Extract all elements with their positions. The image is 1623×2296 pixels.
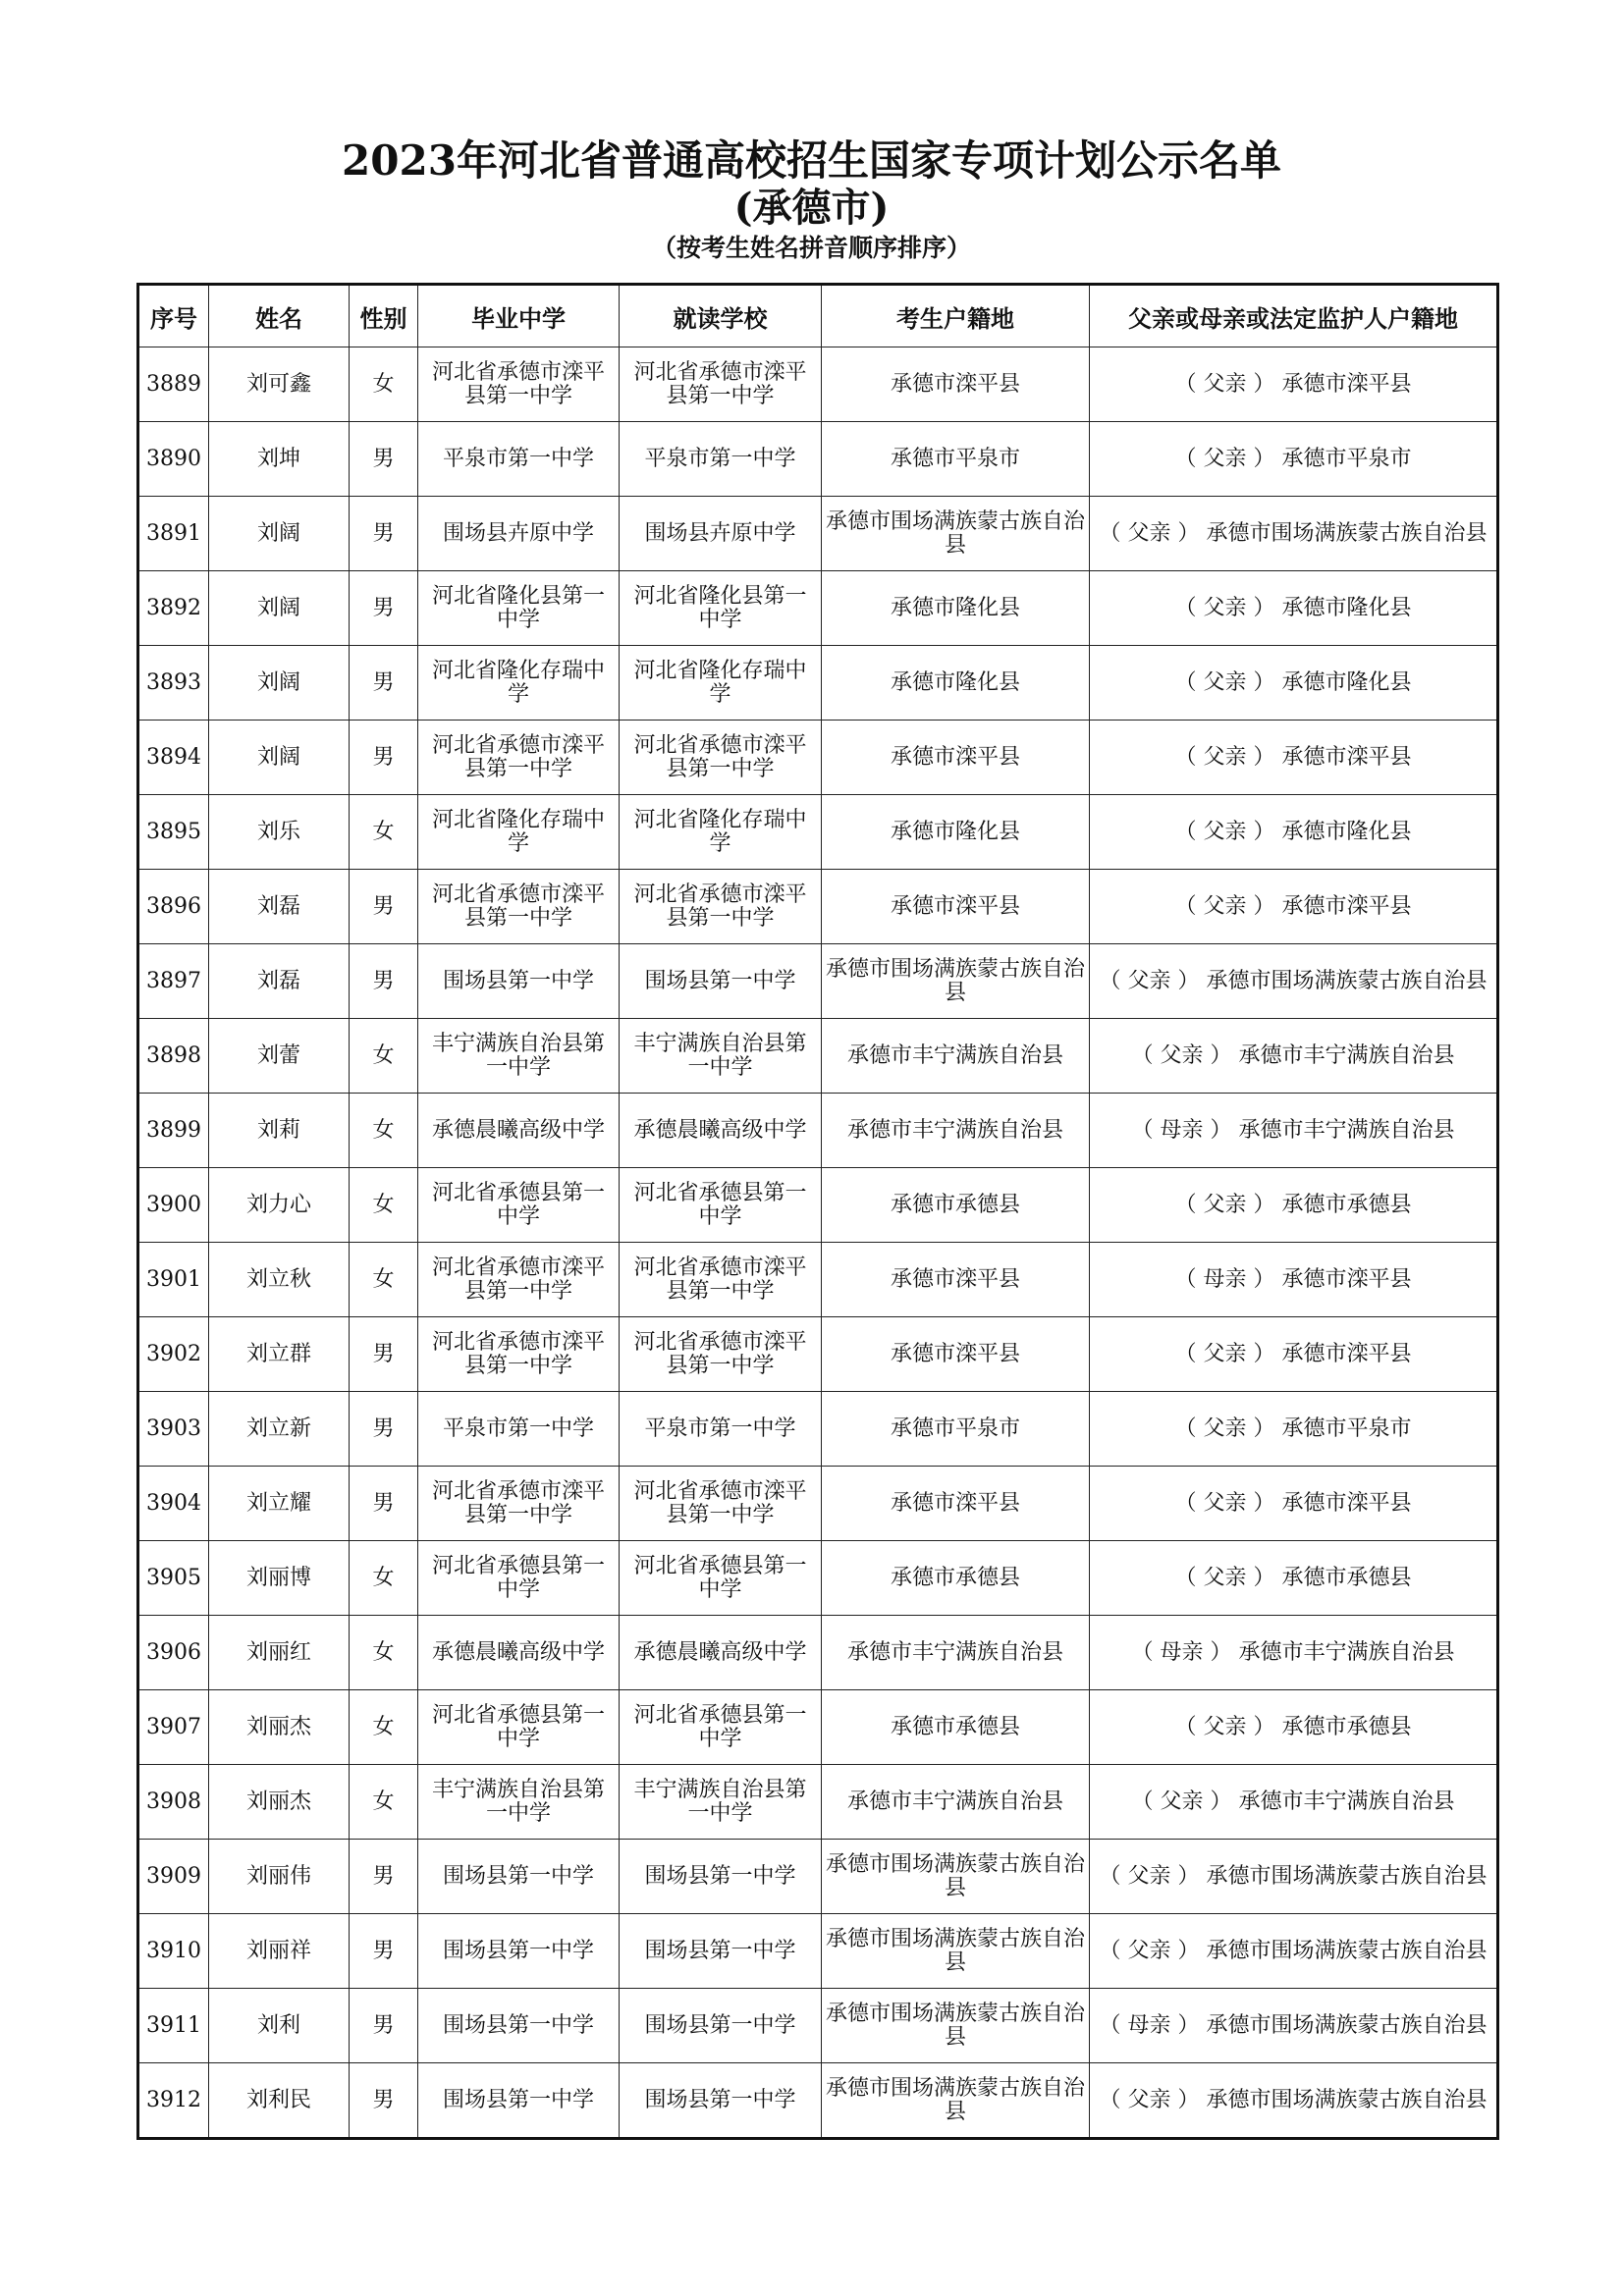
cell-name: 刘利民 xyxy=(209,2063,350,2139)
cell-guardian-hukou: （ 父亲 ） 承德市滦平县 xyxy=(1090,870,1498,944)
cell-school: 丰宁满族自治县第一中学 xyxy=(620,1019,822,1094)
cell-guardian-hukou: （ 父亲 ） 承德市承德县 xyxy=(1090,1541,1498,1616)
cell-guardian-hukou: （ 父亲 ） 承德市隆化县 xyxy=(1090,646,1498,721)
cell-grad-school: 河北省隆化存瑞中学 xyxy=(418,795,620,870)
table-row xyxy=(138,944,1498,1019)
cell-seq: 3894 xyxy=(138,721,209,795)
cell-guardian-hukou: （ 父亲 ） 承德市滦平县 xyxy=(1090,347,1498,422)
cell-gender: 男 xyxy=(350,497,418,571)
cell-school: 河北省隆化县第一中学 xyxy=(620,571,822,646)
cell-guardian-hukou: （ 父亲 ） 承德市围场满族蒙古族自治县 xyxy=(1090,944,1498,1019)
table-row xyxy=(138,1392,1498,1467)
table-row xyxy=(138,1914,1498,1989)
cell-gender: 男 xyxy=(350,646,418,721)
cell-guardian-hukou: （ 父亲 ） 承德市丰宁满族自治县 xyxy=(1090,1765,1498,1840)
cell-seq: 3904 xyxy=(138,1467,209,1541)
cell-hukou: 承德市围场满族蒙古族自治县 xyxy=(822,1840,1090,1914)
cell-gender: 女 xyxy=(350,1168,418,1243)
cell-grad-school: 丰宁满族自治县第一中学 xyxy=(418,1765,620,1840)
col-header-school: 就读学校 xyxy=(620,285,822,347)
cell-seq: 3898 xyxy=(138,1019,209,1094)
cell-gender: 女 xyxy=(350,795,418,870)
cell-grad-school: 河北省承德市滦平县第一中学 xyxy=(418,721,620,795)
cell-guardian-hukou: （ 父亲 ） 承德市围场满族蒙古族自治县 xyxy=(1090,1840,1498,1914)
cell-guardian-hukou: （ 父亲 ） 承德市围场满族蒙古族自治县 xyxy=(1090,2063,1498,2139)
cell-name: 刘阔 xyxy=(209,721,350,795)
cell-gender: 男 xyxy=(350,571,418,646)
cell-grad-school: 河北省隆化存瑞中学 xyxy=(418,646,620,721)
page-subtitle: (承德市) xyxy=(733,185,890,231)
table-row xyxy=(138,1168,1498,1243)
table-row xyxy=(138,1690,1498,1765)
cell-school: 承德晨曦高级中学 xyxy=(620,1616,822,1690)
cell-hukou: 承德市滦平县 xyxy=(822,1317,1090,1392)
cell-name: 刘立耀 xyxy=(209,1467,350,1541)
cell-school: 平泉市第一中学 xyxy=(620,1392,822,1467)
cell-guardian-hukou: （ 父亲 ） 承德市承德县 xyxy=(1090,1690,1498,1765)
col-header-name: 姓名 xyxy=(209,285,350,347)
cell-gender: 男 xyxy=(350,721,418,795)
cell-school: 河北省承德市滦平县第一中学 xyxy=(620,721,822,795)
cell-hukou: 承德市平泉市 xyxy=(822,422,1090,497)
table-row xyxy=(138,347,1498,422)
cell-seq: 3897 xyxy=(138,944,209,1019)
cell-guardian-hukou: （ 母亲 ） 承德市丰宁满族自治县 xyxy=(1090,1616,1498,1690)
table-row xyxy=(138,1317,1498,1392)
cell-name: 刘磊 xyxy=(209,944,350,1019)
cell-grad-school: 河北省承德市滦平县第一中学 xyxy=(418,870,620,944)
roster-table xyxy=(136,283,1499,2140)
cell-gender: 女 xyxy=(350,1616,418,1690)
cell-gender: 男 xyxy=(350,1317,418,1392)
cell-seq: 3900 xyxy=(138,1168,209,1243)
cell-gender: 女 xyxy=(350,1765,418,1840)
cell-hukou: 承德市围场满族蒙古族自治县 xyxy=(822,944,1090,1019)
cell-seq: 3896 xyxy=(138,870,209,944)
cell-seq: 3912 xyxy=(138,2063,209,2139)
cell-gender: 女 xyxy=(350,347,418,422)
cell-name: 刘丽祥 xyxy=(209,1914,350,1989)
table-row xyxy=(138,2063,1498,2139)
cell-hukou: 承德市滦平县 xyxy=(822,870,1090,944)
cell-seq: 3902 xyxy=(138,1317,209,1392)
table-row xyxy=(138,497,1498,571)
cell-seq: 3891 xyxy=(138,497,209,571)
cell-hukou: 承德市丰宁满族自治县 xyxy=(822,1616,1090,1690)
cell-school: 围场县卉原中学 xyxy=(620,497,822,571)
cell-guardian-hukou: （ 父亲 ） 承德市平泉市 xyxy=(1090,1392,1498,1467)
table-row xyxy=(138,1019,1498,1094)
cell-seq: 3907 xyxy=(138,1690,209,1765)
cell-gender: 男 xyxy=(350,1989,418,2063)
cell-gender: 男 xyxy=(350,870,418,944)
cell-name: 刘可鑫 xyxy=(209,347,350,422)
cell-school: 围场县第一中学 xyxy=(620,1914,822,1989)
cell-hukou: 承德市围场满族蒙古族自治县 xyxy=(822,1989,1090,2063)
cell-guardian-hukou: （ 父亲 ） 承德市承德县 xyxy=(1090,1168,1498,1243)
cell-seq: 3911 xyxy=(138,1989,209,2063)
cell-hukou: 承德市承德县 xyxy=(822,1690,1090,1765)
col-header-hukou: 考生户籍地 xyxy=(822,285,1090,347)
cell-seq: 3903 xyxy=(138,1392,209,1467)
table-row xyxy=(138,1840,1498,1914)
cell-guardian-hukou: （ 母亲 ） 承德市丰宁满族自治县 xyxy=(1090,1094,1498,1168)
cell-guardian-hukou: （ 父亲 ） 承德市围场满族蒙古族自治县 xyxy=(1090,497,1498,571)
cell-grad-school: 围场县第一中学 xyxy=(418,944,620,1019)
cell-name: 刘立新 xyxy=(209,1392,350,1467)
cell-name: 刘坤 xyxy=(209,422,350,497)
cell-grad-school: 河北省承德市滦平县第一中学 xyxy=(418,347,620,422)
cell-gender: 男 xyxy=(350,1392,418,1467)
cell-seq: 3901 xyxy=(138,1243,209,1317)
cell-grad-school: 承德晨曦高级中学 xyxy=(418,1616,620,1690)
cell-guardian-hukou: （ 父亲 ） 承德市平泉市 xyxy=(1090,422,1498,497)
cell-grad-school: 丰宁满族自治县第一中学 xyxy=(418,1019,620,1094)
cell-seq: 3909 xyxy=(138,1840,209,1914)
cell-school: 河北省隆化存瑞中学 xyxy=(620,646,822,721)
cell-grad-school: 河北省承德县第一中学 xyxy=(418,1168,620,1243)
cell-gender: 女 xyxy=(350,1690,418,1765)
cell-name: 刘丽杰 xyxy=(209,1690,350,1765)
cell-gender: 女 xyxy=(350,1541,418,1616)
cell-name: 刘丽杰 xyxy=(209,1765,350,1840)
cell-name: 刘立秋 xyxy=(209,1243,350,1317)
cell-grad-school: 平泉市第一中学 xyxy=(418,422,620,497)
cell-hukou: 承德市承德县 xyxy=(822,1541,1090,1616)
cell-school: 河北省隆化存瑞中学 xyxy=(620,795,822,870)
cell-seq: 3893 xyxy=(138,646,209,721)
cell-grad-school: 河北省承德市滦平县第一中学 xyxy=(418,1243,620,1317)
cell-seq: 3910 xyxy=(138,1914,209,1989)
cell-name: 刘阔 xyxy=(209,571,350,646)
cell-hukou: 承德市隆化县 xyxy=(822,795,1090,870)
cell-hukou: 承德市围场满族蒙古族自治县 xyxy=(822,2063,1090,2139)
cell-gender: 男 xyxy=(350,1840,418,1914)
cell-seq: 3892 xyxy=(138,571,209,646)
cell-gender: 男 xyxy=(350,1914,418,1989)
col-header-grad-school: 毕业中学 xyxy=(418,285,620,347)
cell-school: 承德晨曦高级中学 xyxy=(620,1094,822,1168)
cell-name: 刘力心 xyxy=(209,1168,350,1243)
cell-name: 刘立群 xyxy=(209,1317,350,1392)
table-row xyxy=(138,1541,1498,1616)
table-row xyxy=(138,1989,1498,2063)
cell-gender: 女 xyxy=(350,1243,418,1317)
cell-grad-school: 河北省承德市滦平县第一中学 xyxy=(418,1467,620,1541)
cell-name: 刘阔 xyxy=(209,497,350,571)
cell-name: 刘丽伟 xyxy=(209,1840,350,1914)
cell-guardian-hukou: （ 父亲 ） 承德市隆化县 xyxy=(1090,571,1498,646)
cell-hukou: 承德市承德县 xyxy=(822,1168,1090,1243)
cell-hukou: 承德市平泉市 xyxy=(822,1392,1090,1467)
cell-hukou: 承德市丰宁满族自治县 xyxy=(822,1765,1090,1840)
cell-seq: 3899 xyxy=(138,1094,209,1168)
cell-name: 刘丽博 xyxy=(209,1541,350,1616)
cell-guardian-hukou: （ 父亲 ） 承德市隆化县 xyxy=(1090,795,1498,870)
col-header-gender: 性别 xyxy=(350,285,418,347)
cell-seq: 3889 xyxy=(138,347,209,422)
cell-name: 刘丽红 xyxy=(209,1616,350,1690)
cell-school: 平泉市第一中学 xyxy=(620,422,822,497)
cell-guardian-hukou: （ 父亲 ） 承德市滦平县 xyxy=(1090,1317,1498,1392)
cell-guardian-hukou: （ 母亲 ） 承德市围场满族蒙古族自治县 xyxy=(1090,1989,1498,2063)
table-row xyxy=(138,870,1498,944)
cell-name: 刘磊 xyxy=(209,870,350,944)
cell-hukou: 承德市滦平县 xyxy=(822,721,1090,795)
cell-grad-school: 围场县卉原中学 xyxy=(418,497,620,571)
table-row xyxy=(138,1467,1498,1541)
cell-name: 刘蕾 xyxy=(209,1019,350,1094)
cell-name: 刘莉 xyxy=(209,1094,350,1168)
cell-school: 河北省承德市滦平县第一中学 xyxy=(620,1317,822,1392)
cell-gender: 女 xyxy=(350,1019,418,1094)
table-header-row xyxy=(138,285,1498,347)
cell-school: 围场县第一中学 xyxy=(620,1989,822,2063)
cell-name: 刘乐 xyxy=(209,795,350,870)
cell-school: 丰宁满族自治县第一中学 xyxy=(620,1765,822,1840)
table-row xyxy=(138,721,1498,795)
cell-grad-school: 承德晨曦高级中学 xyxy=(418,1094,620,1168)
table-row xyxy=(138,646,1498,721)
cell-school: 围场县第一中学 xyxy=(620,944,822,1019)
table-row xyxy=(138,1765,1498,1840)
col-header-guardian-hukou: 父亲或母亲或法定监护人户籍地 xyxy=(1090,285,1498,347)
cell-grad-school: 河北省隆化县第一中学 xyxy=(418,571,620,646)
cell-school: 河北省承德市滦平县第一中学 xyxy=(620,1243,822,1317)
cell-seq: 3908 xyxy=(138,1765,209,1840)
cell-grad-school: 河北省承德县第一中学 xyxy=(418,1690,620,1765)
cell-grad-school: 围场县第一中学 xyxy=(418,1989,620,2063)
cell-school: 围场县第一中学 xyxy=(620,2063,822,2139)
cell-grad-school: 河北省承德市滦平县第一中学 xyxy=(418,1317,620,1392)
cell-seq: 3890 xyxy=(138,422,209,497)
cell-hukou: 承德市丰宁满族自治县 xyxy=(822,1094,1090,1168)
cell-hukou: 承德市滦平县 xyxy=(822,347,1090,422)
cell-guardian-hukou: （ 母亲 ） 承德市滦平县 xyxy=(1090,1243,1498,1317)
cell-guardian-hukou: （ 父亲 ） 承德市围场满族蒙古族自治县 xyxy=(1090,1914,1498,1989)
cell-school: 河北省承德县第一中学 xyxy=(620,1168,822,1243)
cell-school: 河北省承德市滦平县第一中学 xyxy=(620,870,822,944)
table-body xyxy=(138,347,1498,2139)
col-header-seq: 序号 xyxy=(138,285,209,347)
page-title: 2023年河北省普通高校招生国家专项计划公示名单 xyxy=(342,136,1281,185)
cell-gender: 男 xyxy=(350,944,418,1019)
cell-grad-school: 围场县第一中学 xyxy=(418,1914,620,1989)
cell-grad-school: 河北省承德县第一中学 xyxy=(418,1541,620,1616)
cell-hukou: 承德市丰宁满族自治县 xyxy=(822,1019,1090,1094)
cell-hukou: 承德市围场满族蒙古族自治县 xyxy=(822,497,1090,571)
cell-hukou: 承德市隆化县 xyxy=(822,571,1090,646)
sort-note: （按考生姓名拼音顺序排序） xyxy=(651,234,971,262)
cell-seq: 3895 xyxy=(138,795,209,870)
table-row xyxy=(138,571,1498,646)
cell-gender: 男 xyxy=(350,422,418,497)
cell-hukou: 承德市隆化县 xyxy=(822,646,1090,721)
cell-gender: 男 xyxy=(350,1467,418,1541)
cell-school: 河北省承德县第一中学 xyxy=(620,1690,822,1765)
table-row xyxy=(138,1094,1498,1168)
cell-grad-school: 平泉市第一中学 xyxy=(418,1392,620,1467)
cell-school: 河北省承德市滦平县第一中学 xyxy=(620,347,822,422)
cell-guardian-hukou: （ 父亲 ） 承德市丰宁满族自治县 xyxy=(1090,1019,1498,1094)
cell-name: 刘阔 xyxy=(209,646,350,721)
cell-hukou: 承德市滦平县 xyxy=(822,1243,1090,1317)
cell-school: 河北省承德市滦平县第一中学 xyxy=(620,1467,822,1541)
cell-seq: 3906 xyxy=(138,1616,209,1690)
table-row xyxy=(138,1616,1498,1690)
cell-guardian-hukou: （ 父亲 ） 承德市滦平县 xyxy=(1090,721,1498,795)
table-row xyxy=(138,795,1498,870)
cell-seq: 3905 xyxy=(138,1541,209,1616)
cell-school: 河北省承德县第一中学 xyxy=(620,1541,822,1616)
table-row xyxy=(138,422,1498,497)
table-row xyxy=(138,1243,1498,1317)
cell-grad-school: 围场县第一中学 xyxy=(418,1840,620,1914)
cell-grad-school: 围场县第一中学 xyxy=(418,2063,620,2139)
cell-hukou: 承德市围场满族蒙古族自治县 xyxy=(822,1914,1090,1989)
cell-gender: 女 xyxy=(350,1094,418,1168)
cell-guardian-hukou: （ 父亲 ） 承德市滦平县 xyxy=(1090,1467,1498,1541)
cell-gender: 男 xyxy=(350,2063,418,2139)
cell-hukou: 承德市滦平县 xyxy=(822,1467,1090,1541)
cell-school: 围场县第一中学 xyxy=(620,1840,822,1914)
cell-name: 刘利 xyxy=(209,1989,350,2063)
